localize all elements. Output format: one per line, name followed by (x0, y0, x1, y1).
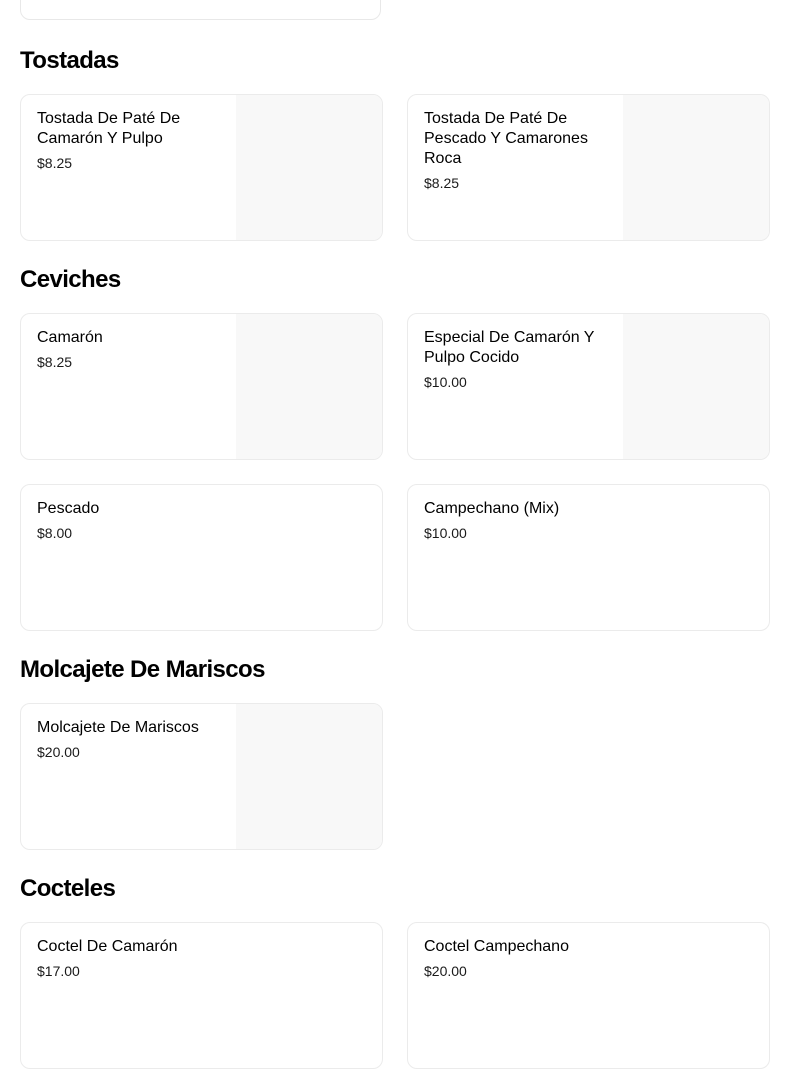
section-title-ceviches: Ceviches (20, 266, 121, 293)
menu-item-info (424, 499, 744, 542)
menu-item-info (424, 328, 624, 391)
menu-item-image (236, 95, 382, 240)
menu-item-card[interactable] (20, 922, 383, 1069)
menu-item-price: $8.25 (424, 175, 460, 191)
section-title-molcajete: Molcajete De Mariscos (20, 656, 265, 683)
menu-item-name: Campechano (Mix) (424, 500, 560, 517)
menu-item-info (37, 499, 357, 542)
menu-item-card[interactable] (407, 922, 770, 1069)
menu-item-price: $10.00 (424, 374, 467, 390)
menu-item-info (424, 937, 744, 980)
menu-item-card[interactable] (20, 703, 383, 850)
menu-item-name: Camarón (37, 329, 103, 346)
menu-item-card[interactable] (20, 94, 383, 241)
menu-item-price: $20.00 (424, 963, 467, 979)
menu-item-name: Tostada De Paté De Pescado Y Camarones Roca (424, 110, 588, 167)
menu-item-info (37, 937, 357, 980)
menu-item-info (37, 718, 237, 761)
menu-item-name: Coctel Campechano (424, 938, 569, 955)
menu-item-info (424, 109, 624, 192)
menu-item-info (37, 328, 237, 371)
menu-item-name: Molcajete De Mariscos (37, 719, 199, 736)
menu-item-name: Tostada De Paté De Camarón Y Pulpo (37, 110, 181, 147)
menu-item-name: Coctel De Camarón (37, 938, 178, 955)
menu-item-info (37, 109, 237, 172)
menu-item-image (236, 704, 382, 849)
menu-item-card-partial[interactable] (20, 0, 381, 20)
menu-item-name: Pescado (37, 500, 100, 517)
section-title-cocteles: Cocteles (20, 875, 116, 902)
menu-item-name: Especial De Camarón Y Pulpo Cocido (424, 329, 595, 366)
menu-item-price: $8.25 (37, 155, 73, 171)
menu-item-price: $17.00 (37, 963, 80, 979)
menu-item-card[interactable] (407, 313, 770, 460)
section-title-tostadas: Tostadas (20, 47, 119, 74)
menu-item-price: $10.00 (424, 525, 467, 541)
menu-item-image (236, 314, 382, 459)
menu-item-price: $8.25 (37, 354, 73, 370)
menu-item-image (623, 314, 769, 459)
menu-item-card[interactable] (407, 484, 770, 631)
menu-item-card[interactable] (407, 94, 770, 241)
menu-item-card[interactable] (20, 484, 383, 631)
menu-item-price: $20.00 (37, 744, 80, 760)
menu-item-card[interactable] (20, 313, 383, 460)
menu-item-image (623, 95, 769, 240)
menu-item-price: $8.00 (37, 525, 73, 541)
